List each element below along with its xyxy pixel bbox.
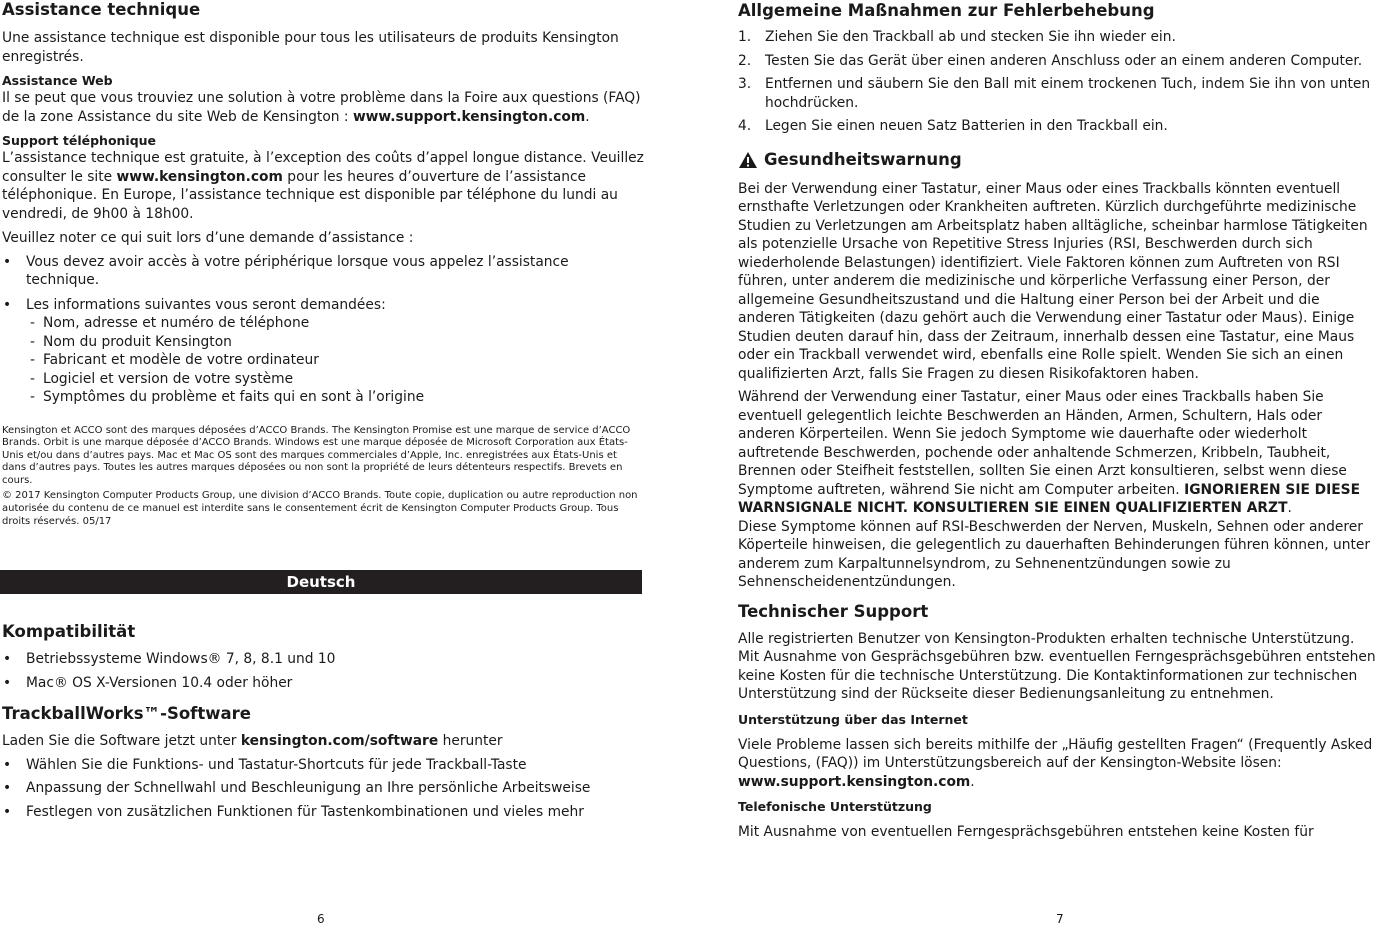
heading-internet-support: Unterstützung über das Internet xyxy=(738,711,968,727)
support-link[interactable]: www.support.kensington.com xyxy=(352,108,586,125)
list-item: - Nom, adresse et numéro de téléphone xyxy=(2,314,644,333)
phone-support-text-de: Mit Ausnahme von eventuellen Ferngesprächsgebühren entstehen keine Kosten für xyxy=(738,824,1314,840)
legal-copyright: © 2017 Kensington Computer Products Group, une division d’ACCO Brands. Toute copie, duplication ou autre reproduction non autorisée du contenu de ce manuel est interdite sans le consentement écrit de Kensington Computer Products Group. Tous droits réservés. 05/17 xyxy=(2,490,638,527)
list-item: - Logiciel et version de votre système xyxy=(2,370,644,389)
health-paragraph-2: Während der Verwendung einer Tastatur, einer Maus oder eines Trackballs haben Sie eventuell gelegentlich leichte Beschwerden an Händen, Armen, Schultern, Hals oder anderen Körperteilen. Wenn Sie jedoch Symptome wie dauerhafte oder wiederholt auftretende Beschwerden, pochende oder anhaltende Schmerzen, Kribbeln, Taubheit, Brennen oder Steifheit feststellen, sollten Sie einen Arzt konsultieren, selbst wenn diese Symptome auftreten, während Sie nicht am Computer arbeiten. IGNORIEREN SIE DIESE WARNSIGNALE NICHT. KONSULTIEREN SIE EINEN QUALIFIZIERTEN ARZT. xyxy=(738,389,1361,516)
heading-assistance-web: Assistance Web xyxy=(2,73,113,88)
german-intro xyxy=(2,622,644,821)
health-paragraph-3: Diese Symptome können auf RSI-Beschwerden der Nerven, Muskeln, Sehnen oder anderer Köperteile hinweisen, die gelegentlich zu dauerhaften Behinderungen führen können, unter anderem zum Karpaltunnelsyndrom, zu Sehnenentzündungen sowie zu Sehnenscheidenentzündungen. xyxy=(738,518,1371,590)
list-item: • Anpassung der Schnellwahl und Beschleunigung an Ihre persönliche Arbeitsweise xyxy=(2,779,644,798)
list-item: • Betriebssysteme Windows® 7, 8, 8.1 und 10 xyxy=(2,650,644,669)
list-item: • Les informations suivantes vous seront demandées: xyxy=(2,296,644,315)
heading-troubleshooting: Allgemeine Maßnahmen zur Fehlerbehebung xyxy=(738,1,1155,20)
list-item: • Vous devez avoir accès à votre périphérique lorsque vous appelez l’assistance technique. xyxy=(2,253,644,290)
list-item: 4. Legen Sie einen neuen Satz Batterien in den Trackball ein. xyxy=(738,118,1168,134)
health-paragraph-1: Bei der Verwendung einer Tastatur, einer Maus oder eines Trackballs könnten eventuell ernsthafte Verletzungen oder Krankheiten auftreten. Kürzlich durchgeführte medizinische Studien zu Verletzungen am Arbeitsplatz haben alltägliche, scheinbar harmlose Tätigkeiten als potenzielle Ursache von Repetitive Stress Injuries (RSI, Beschwerden durch sich wiederholende Belastungen) identifiziert. Viele Faktoren können zum Auftreten von RSI führen, unter anderem die medizinische und körperliche Verfassung einer Person, der allgemeine Gesundheitszustand und die Haltung einer Person bei der Arbeit und die anderen Tätigkeiten (dazu gehört auch die Verwendung einer Tastatur oder Maus). Einige Studien deuten darauf hin, dass der Zeitraum, innerhalb dessen eine Tastatur, eine Maus oder ein Trackball verwendet wird, ebenfalls eine Rolle spielt. Wenden Sie sich an einen qualifizierten Arzt, falls Sie Fragen zu diesen Risikofaktoren haben. xyxy=(738,180,1368,382)
assistance-note: Veuillez noter ce qui suit lors d’une demande d’assistance : xyxy=(2,230,414,246)
software-link[interactable]: kensington.com/software xyxy=(240,733,439,749)
list-item: • Wählen Sie die Funktions- und Tastatur-Shortcuts für jede Trackball-Taste xyxy=(2,756,644,775)
kensington-link[interactable]: www.kensington.com xyxy=(116,168,283,185)
list-item: 1. Ziehen Sie den Trackball ab und stecken Sie ihn wieder ein. xyxy=(738,29,1176,45)
legal-trademarks: Kensington et ACCO sont des marques déposées d’ACCO Brands. The Kensington Promise est une marque de service d’ACCO Brands. Orbit is une marque déposée d’ACCO Brands. Windows est une marque déposée de Microsoft Corporation aux États-Unis et/ou dans d’autres pays. Mac et Mac OS sont des marques commerciales d’Apple, Inc. enregistrées aux États-Unis et dans d’autres pays. Toutes les autres marques déposées ou non sont la propriété de leurs détenteurs respectifs. Brevets en cours. xyxy=(2,424,631,486)
right-page xyxy=(738,0,1378,842)
list-item: - Fabricant et modèle de votre ordinateur xyxy=(2,351,644,370)
support-intro: Alle registrierten Benutzer von Kensington-Produkten erhalten technische Unterstützung. Mit Ausnahme von Gesprächsgebühren bzw. eventuellen Ferngesprächsgebühren entstehen keine Kosten für die technische Unterstützung. Die Kontaktinformationen zur technischen Unterstützung sind der Rückseite dieser Bedienungsanleitung zu entnehmen. xyxy=(738,630,1376,702)
page-number-left: 6 xyxy=(317,912,325,926)
heading-health-warning: Gesundheitswarnung xyxy=(738,150,1378,170)
internet-support-text: Viele Probleme lassen sich bereits mithilfe der „Häufig gestellten Fragen“ (Frequently Asked Questions, (FAQ)) im Unterstützungsbereich auf der Kensington-Website lösen: www.support.kensington.com. xyxy=(738,736,1373,790)
heading-phone-support: Support téléphonique xyxy=(2,133,157,148)
language-banner: Deutsch xyxy=(0,570,642,594)
assistance-intro: Une assistance technique est disponible pour tous les utilisateurs de produits Kensington enregistrés. xyxy=(2,30,619,65)
left-page xyxy=(2,0,644,528)
list-item: - Symptômes du problème et faits qui en sont à l’origine xyxy=(2,388,644,407)
software-list xyxy=(2,756,644,822)
assistance-list xyxy=(2,253,644,315)
list-item: • Festlegen von zusätzlichen Funktionen für Tastenkombinationen und vieles mehr xyxy=(2,803,644,822)
software-intro: Laden Sie die Software jetzt unter kensington.com/software herunter xyxy=(2,733,503,749)
list-item: 3. Entfernen und säubern Sie den Ball mit einem trockenen Tuch, indem Sie ihn von unten hochdrücken. xyxy=(738,76,1371,111)
page-number-right: 7 xyxy=(1056,912,1064,926)
heading-assistance: Assistance technique xyxy=(2,0,201,19)
assistance-web-text: Il se peut que vous trouviez une solution à votre problème dans la Foire aux questions (FAQ) de la zone Assistance du site Web de Kensington : www.support.kensington.com. xyxy=(2,90,641,125)
heading-phone-support-de: Telefonische Unterstützung xyxy=(738,799,932,814)
list-item: • Mac® OS X-Versionen 10.4 oder höher xyxy=(2,674,644,693)
phone-support-text: L’assistance technique est gratuite, à l’exception des coûts d’appel longue distance. Veuillez consulter le site www.kensington.com pour les heures d’ouverture de l’assistance téléphonique. En Europe, l’assistance technique est disponible par téléphone du lundi au vendredi, de 9h00 à 18h00. xyxy=(2,150,644,222)
heading-compatibility: Kompatibilität xyxy=(2,622,136,641)
troubleshooting-steps xyxy=(738,28,1378,136)
info-sublist xyxy=(2,314,644,407)
heading-technical-support: Technischer Support xyxy=(738,601,929,621)
support-link-de[interactable]: www.support.kensington.com xyxy=(738,773,971,790)
warning-icon xyxy=(738,151,758,169)
list-item: - Nom du produit Kensington xyxy=(2,333,644,352)
list-item: 2. Testen Sie das Gerät über einen anderen Anschluss oder an einem anderen Computer. xyxy=(738,52,1363,69)
compatibility-list xyxy=(2,650,644,692)
heading-software: TrackballWorks™-Software xyxy=(2,704,251,723)
